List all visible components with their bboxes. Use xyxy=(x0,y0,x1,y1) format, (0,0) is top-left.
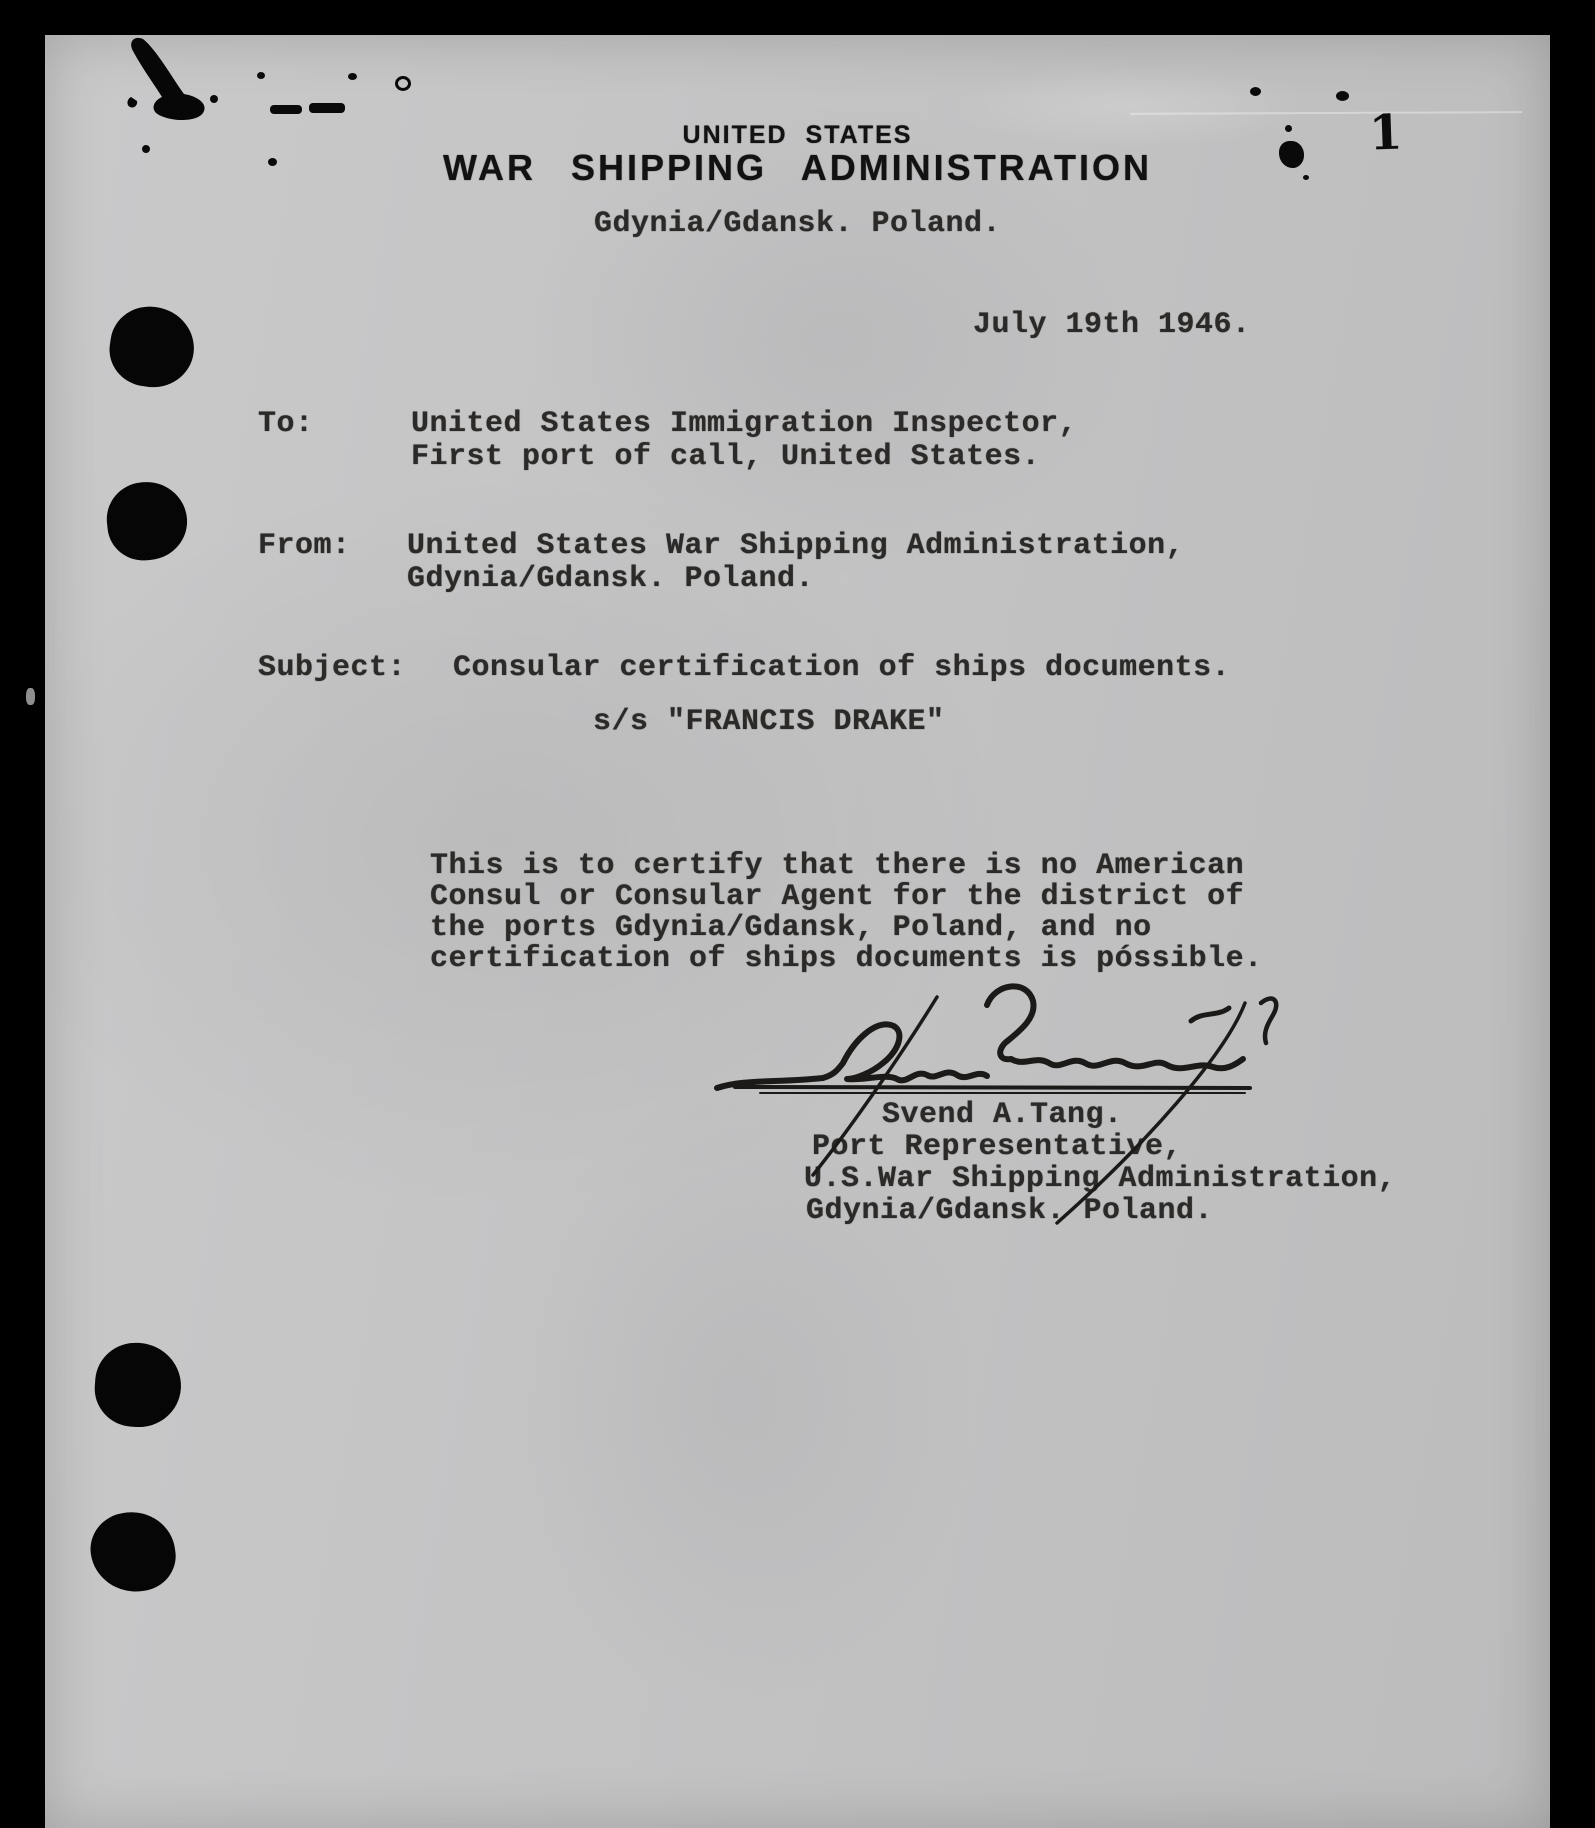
signature-org: U.S.War Shipping Administration, xyxy=(804,1162,1397,1196)
letterhead-agency: WAR SHIPPING ADMINISTRATION xyxy=(443,147,1152,188)
from-label: From: xyxy=(258,529,351,563)
ink-dash xyxy=(309,103,345,113)
from-line: Gdynia/Gdansk. Poland. xyxy=(407,562,815,596)
letterhead-country: UNITED STATES xyxy=(682,121,913,149)
body-line: certification of ships documents is póssible. xyxy=(430,942,1263,976)
to-label: To: xyxy=(258,407,314,441)
ink-blot xyxy=(123,37,223,123)
punch-hole xyxy=(103,478,191,564)
ink-speck xyxy=(348,73,357,80)
ink-speck xyxy=(257,72,265,79)
signature-location: Gdynia/Gdansk. Poland. xyxy=(806,1194,1214,1228)
letter-page xyxy=(45,35,1550,1828)
scratch-line xyxy=(1130,111,1522,115)
ink-dash xyxy=(270,105,302,114)
body-line: the ports Gdynia/Gdansk, Poland, and no xyxy=(430,911,1152,945)
signature-name: Svend A.Tang. xyxy=(882,1098,1123,1132)
ink-speck xyxy=(395,76,411,91)
punch-hole xyxy=(86,1507,180,1598)
body-line: Consul or Consular Agent for the district of xyxy=(430,880,1245,914)
ink-speck xyxy=(210,95,218,103)
punch-hole xyxy=(105,302,199,393)
date-line: July 19th 1946. xyxy=(973,308,1251,342)
subject-label: Subject: xyxy=(258,651,407,685)
margin-speck xyxy=(26,688,35,705)
signature-title: Port Representative, xyxy=(812,1130,1183,1164)
page-number: 1 xyxy=(1368,104,1404,162)
body-line: This is to certify that there is no American xyxy=(430,849,1245,883)
ink-speck xyxy=(1250,87,1261,96)
letterhead-location: Gdynia/Gdansk. Poland. xyxy=(593,207,1002,241)
to-line: First port of call, United States. xyxy=(411,440,1041,474)
punch-hole xyxy=(92,1340,184,1430)
from-line: United States War Shipping Administration, xyxy=(407,529,1185,563)
subject-text: Consular certification of ships documents. xyxy=(453,651,1231,685)
ink-speck xyxy=(1336,91,1349,101)
subject-vessel: s/s "FRANCIS DRAKE" xyxy=(593,705,945,739)
to-line: United States Immigration Inspector, xyxy=(411,407,1078,441)
